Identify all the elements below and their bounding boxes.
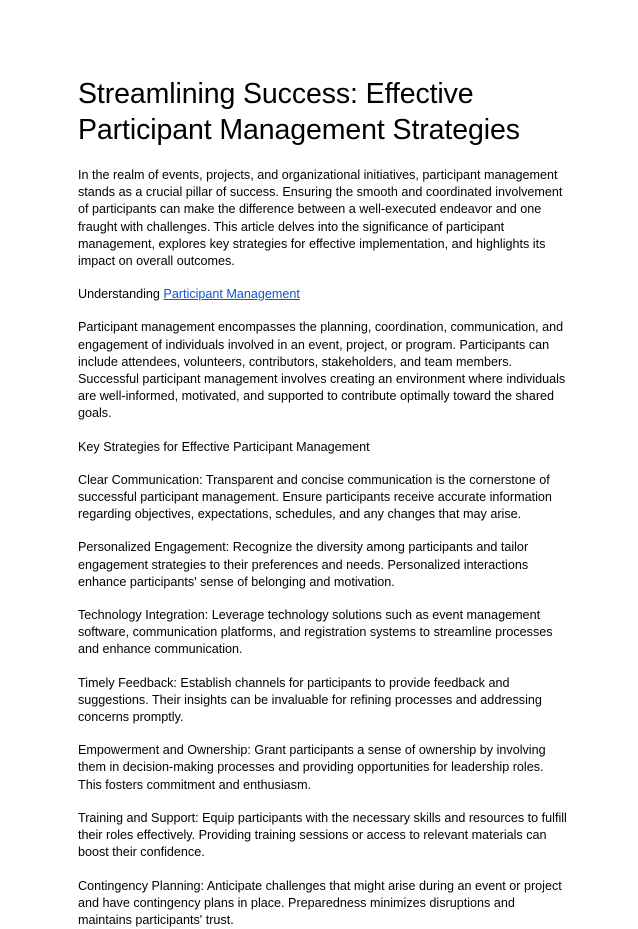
page-title: Streamlining Success: Effective Participant Management Strategies	[78, 76, 568, 148]
strategy-personalized-engagement: Personalized Engagement: Recognize the diversity among participants and tailor engagement strategies to their preferences and needs. Personalized interactions enhance participants' sense of belonging and motivation.	[78, 539, 568, 591]
strategy-training-support: Training and Support: Equip participants with the necessary skills and resources to fulfill their roles effectively. Providing training sessions or access to relevant materials can boost their confidence.	[78, 810, 568, 862]
understanding-paragraph: Participant management encompasses the planning, coordination, communication, and engagement of individuals involved in an event, project, or program. Participants can include attendees, volunteers, contributors, stakeholders, and team members. Successful participant management involves creating an environment where individuals are well-informed, motivated, and supported to contribute optimally toward the shared goals.	[78, 319, 568, 422]
strategy-empowerment-ownership: Empowerment and Ownership: Grant participants a sense of ownership by involving them in decision-making processes and providing opportunities for leadership roles. This fosters commitment and enthusiasm.	[78, 742, 568, 794]
intro-paragraph: In the realm of events, projects, and organizational initiatives, participant management stands as a crucial pillar of success. Ensuring the smooth and coordinated involvement of participants can make the difference between a well-executed endeavor and one fraught with challenges. This article delves into the significance of participant management, explores key strategies for effective implementation, and highlights its impact on overall outcomes.	[78, 167, 568, 270]
strategy-timely-feedback: Timely Feedback: Establish channels for participants to provide feedback and suggestions. Their insights can be invaluable for refining processes and addressing concerns promptly.	[78, 675, 568, 727]
understanding-heading	[78, 286, 568, 303]
strategy-clear-communication: Clear Communication: Transparent and concise communication is the cornerstone of successful participant management. Ensure participants receive accurate information regarding objectives, expectations, schedules, and any changes that may arise.	[78, 472, 568, 524]
strategies-heading: Key Strategies for Effective Participant Management	[78, 439, 568, 456]
strategy-contingency-planning: Contingency Planning: Anticipate challenges that might arise during an event or project and have contingency plans in place. Preparedness minimizes disruptions and maintains participants' trust.	[78, 878, 568, 929]
document-page	[78, 76, 568, 929]
strategy-technology-integration: Technology Integration: Leverage technology solutions such as event management software, communication platforms, and registration systems to streamline processes and enhance communication.	[78, 607, 568, 659]
participant-management-link[interactable]: Participant Management	[163, 287, 300, 301]
understanding-prefix: Understanding	[78, 287, 163, 301]
